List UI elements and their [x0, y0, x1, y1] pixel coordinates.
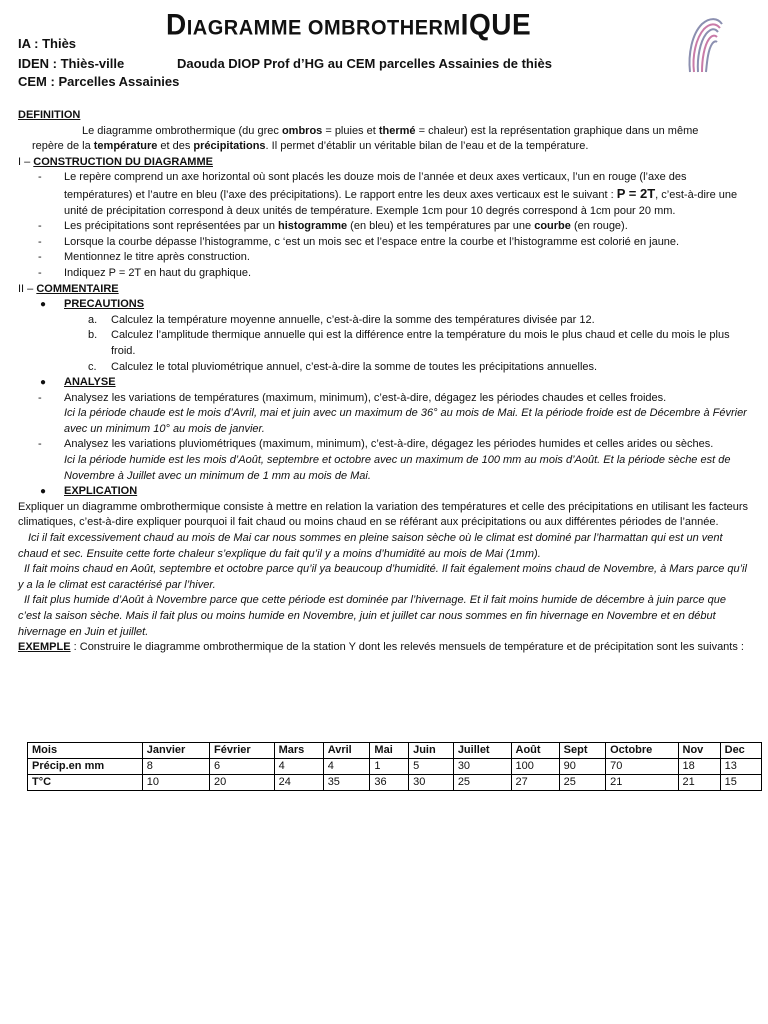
table-cell: 13	[720, 759, 761, 775]
text-span: I –	[18, 155, 34, 168]
table-cell: 21	[606, 775, 678, 791]
text-span: , c’est-à-dire une unité de précipitation correspond à deux unités de température. Exemple 1cm pour 10 degrés correspond à 1cm pour 20 mm.	[64, 188, 738, 217]
author-line: Daouda DIOP Prof d’HG au CEM parcelles Assainies de thiès	[177, 56, 552, 71]
table-cell: 70	[606, 759, 678, 775]
table-cell: 8	[142, 759, 209, 775]
table-cell: 5	[409, 759, 454, 775]
table-cell: 27	[511, 775, 559, 791]
text-span: Les précipitations sont représentées par un	[64, 220, 279, 233]
list-item: - Indiquez P = 2T en haut du graphique.	[18, 266, 750, 282]
table-row	[28, 743, 762, 759]
list-item: - Le repère comprend un axe horizontal où sont placés les douze mois de l’année et deux axes verticaux, l’un en rouge (l’axe des températures) et l’autre en bleu (l’axe des précipitations). Le rapport entre les deux axes verticaux est le suivant : P = 2T, c’est-à-dire une unité de précipitation correspond à deux unités de température. Exemple 1cm pour 10 degrés correspond à 1cm pour 20 mm.	[38, 171, 738, 217]
table-cell: 25	[453, 775, 511, 791]
table-cell: 30	[453, 759, 511, 775]
table-cell: 6	[209, 759, 274, 775]
table-cell: 10	[142, 775, 209, 791]
table-cell: 90	[559, 759, 605, 775]
table-cell: 36	[370, 775, 409, 791]
table-cell: 20	[209, 775, 274, 791]
text-span: EXEMPLE	[18, 641, 71, 654]
text-span: thermé	[378, 124, 416, 137]
page-title	[166, 8, 532, 41]
list-item: b. Calculez l’amplitude thermique annuelle qui est la différence entre la température du mois le plus chaud et celle du mois le plus froid.	[18, 328, 750, 359]
paragraph: Il fait plus humide d’Août à Novembre parce que cette période est dominée par l’hivernage. Et il fait moins humide de décembre à juin parce que c’est la saison sèche. Mais il fait plus ou moins humide en Novembre, juin et juillet car nous sommes en fin hivernage en Novembre et en début hivernage en Juin et juillet.	[18, 594, 726, 638]
text-span: température	[93, 140, 158, 153]
list-item: c. Calculez le total pluviométrique annuel, c’est-à-dire la somme de toutes les précipitations annuelles.	[18, 360, 750, 376]
table-row	[28, 759, 762, 775]
list-item: - Lorsque la courbe dépasse l’histogramme, c ‘est un mois sec et l’espace entre la courbe et l’histogramme est colorié en jaune.	[18, 235, 750, 251]
commentaire-heading	[18, 282, 750, 298]
table-header-cell: Dec	[720, 743, 761, 759]
construction-heading	[18, 155, 750, 171]
title-part-2: IAGRAMME OMBROTHERM	[186, 16, 461, 40]
table-header-cell: Janvier	[142, 743, 209, 759]
text-span: Analysez les variations pluviométriques (maximum, minimum), c’est-à-dire, dégagez les périodes humides et celles arides ou sèches.	[64, 438, 714, 451]
header-cem: CEM : Parcelles Assainies	[18, 74, 180, 89]
table-cell: 35	[323, 775, 370, 791]
list-item: ● PRECAUTIONS	[18, 297, 750, 313]
list-item: - Les précipitations sont représentées par un histogramme (en bleu) et les températures par une courbe (en rouge).	[38, 220, 628, 233]
list-item: ● ANALYSE	[18, 375, 750, 391]
definition-heading: DEFINITION	[18, 109, 81, 121]
precautions-heading: PRECAUTIONS	[64, 298, 145, 311]
exemple-line	[18, 640, 750, 656]
paragraph: Ici il fait excessivement chaud au mois de Mai car nous sommes en pleine saison sèche où le climat est dominé par l’harmattan qui est un vent chaud et sec. Ensuite cette forte chaleur s’explique du fait qu’il y a moins d’humidité au mois de Mai (1mm).	[18, 532, 723, 560]
paragraph: Expliquer un diagramme ombrothermique consiste à mettre en relation la variation des températures et celle des précipitations en utilisant les facteurs climatiques, c’est-à-dire expliquer pourquoi il fait chaud ou moins chaud en se référant aux précipitations ou aux différentes périodes de l’année.	[18, 500, 749, 529]
text-span: précipitations	[193, 140, 266, 153]
data-table	[27, 742, 762, 791]
text-span: Indiquez P = 2T en haut du graphique.	[64, 266, 252, 279]
table-header-cell: Sept	[559, 743, 605, 759]
text-span: COMMENTAIRE	[36, 282, 119, 295]
table-header-cell: Nov	[678, 743, 720, 759]
title-part-1: D	[166, 8, 187, 41]
table-cell: 25	[559, 775, 605, 791]
text-span: Ici la période chaude est le mois d’Avril, mai et juin avec un maximum de 36° au mois de Mai. Et la période froide est de Décembre à Février avec un minimum 10° au mois de janvier.	[64, 407, 747, 435]
row-label-cell: T°C	[28, 775, 143, 791]
list-item: ● EXPLICATION	[18, 484, 750, 500]
document-body	[18, 108, 750, 656]
analyse-heading: ANALYSE	[64, 376, 116, 389]
table-cell: 100	[511, 759, 559, 775]
header-iden: IDEN : Thiès-ville	[18, 56, 125, 71]
logo-icon	[682, 14, 728, 74]
table-header-cell: Février	[209, 743, 274, 759]
table-header-cell: Juillet	[453, 743, 511, 759]
row-label-cell: Précip.en mm	[28, 759, 143, 775]
list-item: - Mentionnez le titre après construction.	[18, 250, 750, 266]
text-span: (en bleu) et les températures par une	[347, 220, 535, 233]
table-cell: 21	[678, 775, 720, 791]
text-span: = pluies et	[322, 124, 379, 137]
text-span: = chaleur) est la représentation graphique dans un même	[415, 124, 699, 137]
text-span: Analysez les variations de températures (maximum, minimum), c’est-à-dire, dégagez les périodes chaudes et celles froides.	[64, 391, 667, 404]
list-item: - Analysez les variations pluviométriques (maximum, minimum), c’est-à-dire, dégagez les périodes humides et celles arides ou sèches. Ici la période humide est les mois d’Août, septembre et octobre avec un maximum de 100 mm au mois d’Août. Et la période sèche est de Novembre à Juillet avec un minimum de 1 mm au mois de Mai.	[18, 437, 750, 484]
text-span: Calculez le total pluviométrique annuel, c’est-à-dire la somme de toutes les précipitations annuelles.	[111, 360, 598, 373]
text-span: histogramme	[278, 220, 348, 233]
text-span: : Construire le diagramme ombrothermique de la station Y dont les relevés mensuels de température et de précipitation sont les suivants :	[70, 641, 744, 654]
text-span: . Il permet d’établir un véritable bilan de l’eau et de la température.	[265, 140, 589, 153]
table-cell: 24	[274, 775, 323, 791]
header-ia: IA : Thiès	[18, 36, 77, 51]
text-span: repère de la	[32, 140, 94, 153]
text-span: Le repère comprend un axe horizontal où sont placés les douze mois de l’année et deux axes verticaux, l’un en rouge (l’axe des températures) et l’autre en bleu (l’axe des précipitations). Le rapport entre les deux axes verticaux est le suivant :	[64, 171, 687, 201]
list-item: - Analysez les variations de températures (maximum, minimum), c’est-à-dire, dégagez les périodes chaudes et celles froides. Ici la période chaude est le mois d’Avril, mai et juin avec un maximum de 36° au mois de Mai. Et la période froide est de Décembre à Février avec un minimum 10° au mois de janvier.	[18, 391, 750, 438]
table-header-cell: Avril	[323, 743, 370, 759]
table-row	[28, 775, 762, 791]
table-header-cell: Mars	[274, 743, 323, 759]
text-span: P = 2T	[616, 185, 656, 201]
table-cell: 18	[678, 759, 720, 775]
table-cell: 30	[409, 775, 454, 791]
definition-line-1	[18, 124, 750, 140]
table-cell: 15	[720, 775, 761, 791]
table-header-cell: Mai	[370, 743, 409, 759]
text-span: Calculez la température moyenne annuelle, c’est-à-dire la somme des températures divisée par 12.	[111, 313, 595, 326]
text-span: Ici la période humide est les mois d’Août, septembre et octobre avec un maximum de 100 mm au mois d’Août. Et la période sèche est de Novembre à Juillet avec un minimum de 1 mm au mois de Mai.	[64, 454, 731, 482]
text-span: Mentionnez le titre après construction.	[64, 251, 250, 264]
definition-line-2	[18, 139, 750, 155]
table-cell: 4	[323, 759, 370, 775]
table-header-cell: Août	[511, 743, 559, 759]
text-span: ombros	[281, 124, 323, 137]
table-cell: 1	[370, 759, 409, 775]
text-span: et des	[157, 140, 194, 153]
table-cell: 4	[274, 759, 323, 775]
table-header-cell: Juin	[409, 743, 454, 759]
paragraph: Il fait moins chaud en Août, septembre et octobre parce qu’il ya beaucoup d’humidité. Il fait également moins chaud de Novembre, à Mars parce qu’il y a la le climat est caractérisé par l’hiver.	[18, 563, 747, 591]
text-span: (en rouge).	[570, 220, 628, 233]
text-span: Lorsque la courbe dépasse l’histogramme, c ‘est un mois sec et l’espace entre la courbe et l’histogramme est colorié en jaune.	[64, 235, 680, 248]
text-span: CONSTRUCTION DU DIAGRAMME	[33, 155, 213, 168]
list-item: a. Calculez la température moyenne annuelle, c’est-à-dire la somme des températures divisée par 12.	[18, 313, 750, 329]
explication-heading: EXPLICATION	[64, 485, 138, 498]
text-span: Calculez l’amplitude thermique annuelle qui est la différence entre la température du mois le plus chaud et celle du mois le plus froid.	[111, 329, 730, 357]
table-header-cell: Octobre	[606, 743, 678, 759]
text-span: courbe	[534, 220, 571, 233]
text-span: Le diagramme ombrothermique (du grec	[82, 124, 282, 137]
table-header-cell: Mois	[28, 743, 143, 759]
title-part-3: IQUE	[460, 8, 532, 41]
text-span: II –	[18, 282, 37, 295]
